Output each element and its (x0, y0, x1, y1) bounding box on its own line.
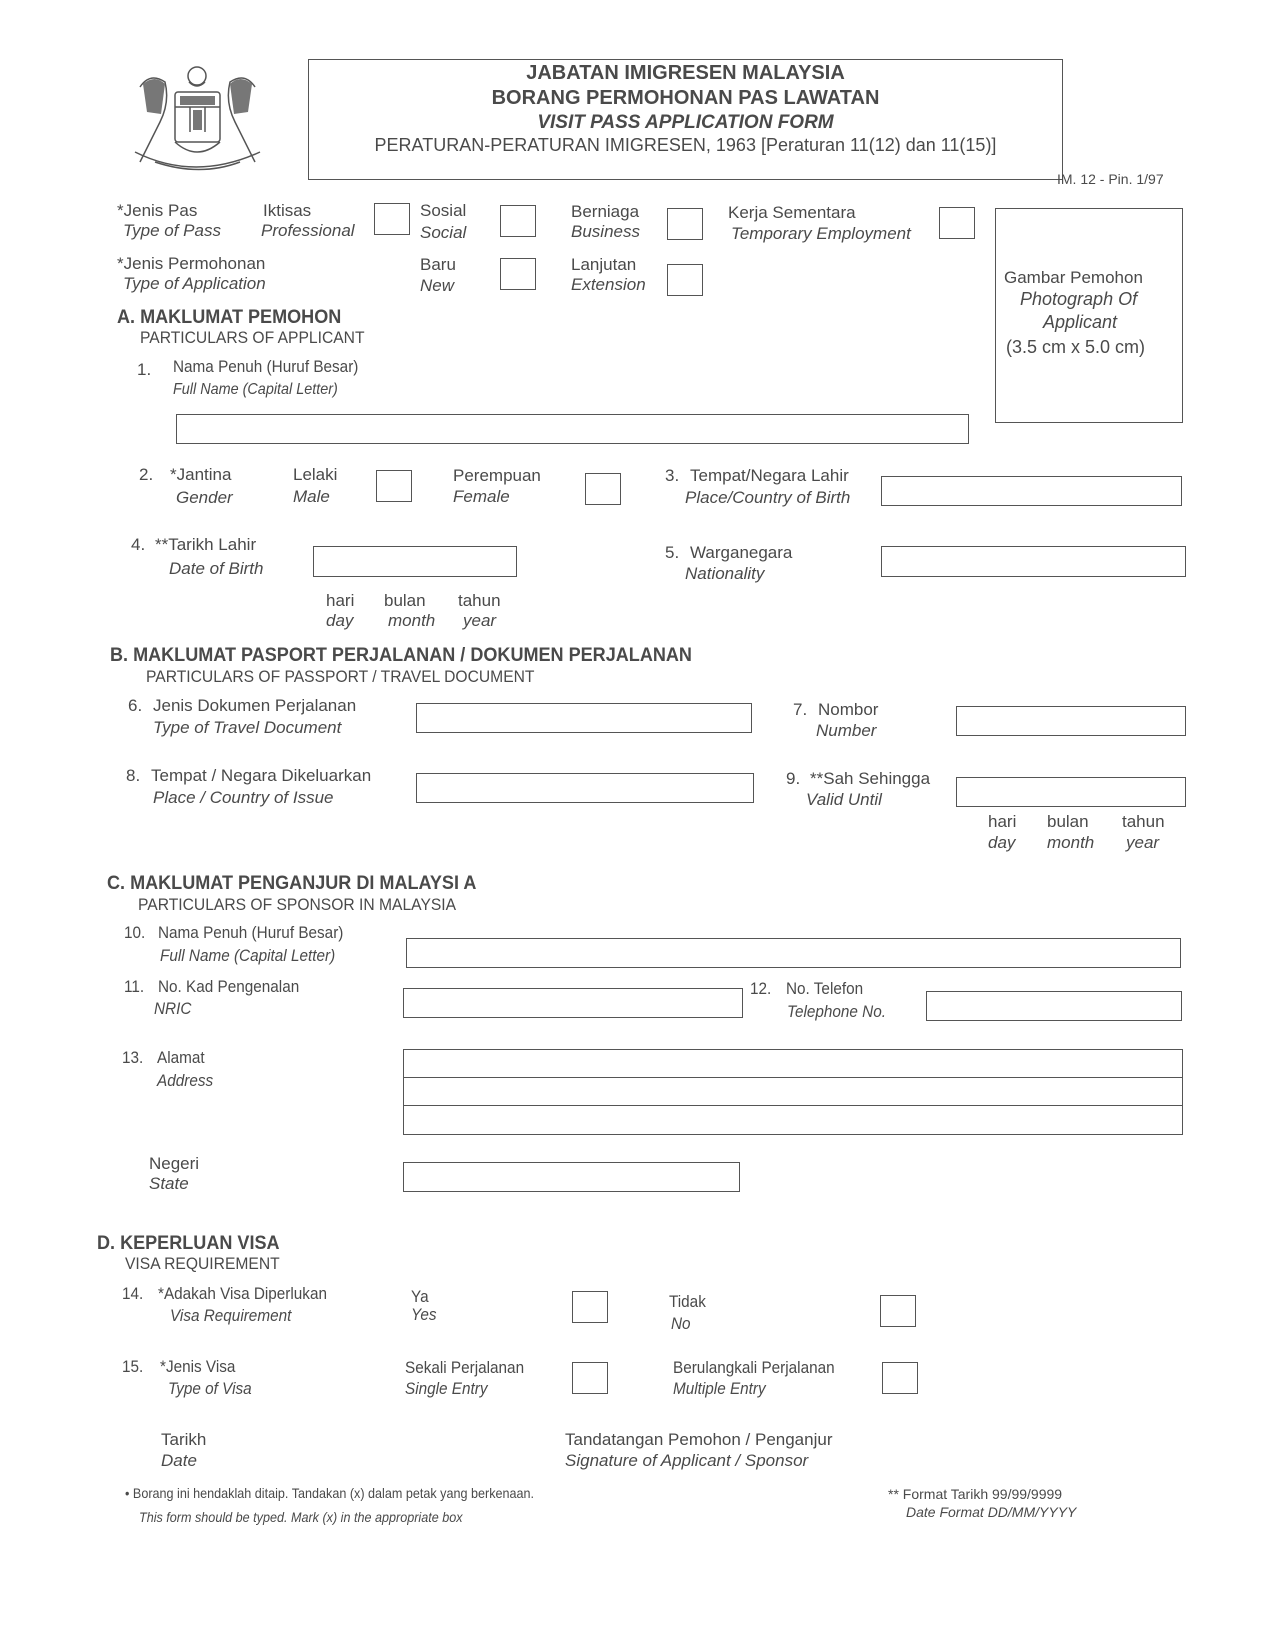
dob-year-label-ms: tahun (458, 591, 501, 610)
footer-note-ms: • Borang ini hendaklah ditaip. Tandakan (x) dalam petak yang berkenaan. (125, 1485, 535, 1501)
q5-label-ms: Warganegara (690, 543, 793, 562)
valid-month-label-ms: bulan (1047, 812, 1089, 831)
q3-label-ms: Tempat/Negara Lahir (690, 466, 849, 485)
gender-female-label-ms: Perempuan (453, 466, 541, 485)
q2-label-ms: *Jantina (170, 465, 232, 484)
type-of-pass-label-ms: *Jenis Pas (117, 201, 198, 220)
section-a-subtitle: PARTICULARS OF APPLICANT (140, 328, 365, 347)
valid-month-label-en: month (1047, 833, 1095, 852)
q5-label-en: Nationality (685, 564, 765, 583)
sponsor-address-line-1-input[interactable] (403, 1049, 1183, 1079)
sponsor-address-line-2-input[interactable] (403, 1077, 1183, 1107)
pass-social-checkbox[interactable] (500, 205, 536, 237)
q2-number: 2. (139, 465, 154, 484)
sponsor-full-name-input[interactable] (406, 938, 1181, 968)
q8-label-en: Place / Country of Issue (153, 788, 334, 807)
q4-label-en: Date of Birth (169, 559, 264, 578)
q15-number: 15. (122, 1357, 144, 1376)
type-of-application-label-ms: *Jenis Permohonan (117, 254, 266, 273)
q14-label-ms: *Adakah Visa Diperlukan (158, 1284, 327, 1303)
q3-number: 3. (665, 466, 680, 485)
pass-temporary-employment-label-en: Temporary Employment (731, 224, 911, 243)
q3-label-en: Place/Country of Birth (685, 488, 851, 507)
q15-label-en: Type of Visa (168, 1379, 252, 1398)
q9-number: 9. (786, 769, 801, 788)
sponsor-telephone-input[interactable] (926, 991, 1182, 1021)
section-a-title: A. MAKLUMAT PEMOHON (117, 307, 342, 328)
valid-year-label-en: year (1126, 833, 1160, 852)
photo-label-en-2: Applicant (1043, 312, 1118, 332)
q11-label-ms: No. Kad Pengenalan (158, 977, 300, 996)
q9-label-en: Valid Until (806, 790, 882, 809)
visa-multiple-entry-checkbox[interactable] (882, 1362, 918, 1394)
app-extension-label-en: Extension (571, 275, 646, 294)
date-label-ms: Tarikh (161, 1430, 207, 1449)
app-new-label-en: New (420, 276, 455, 295)
gender-male-label-ms: Lelaki (293, 465, 338, 484)
q1-label-ms: Nama Penuh (Huruf Besar) (173, 357, 359, 376)
q11-number: 11. (124, 977, 145, 996)
pass-temporary-employment-checkbox[interactable] (939, 207, 975, 239)
q10-label-ms: Nama Penuh (Huruf Besar) (158, 923, 344, 942)
dob-day-label-en: day (326, 611, 354, 630)
gender-male-checkbox[interactable] (376, 470, 412, 502)
q7-label-en: Number (816, 721, 877, 740)
issue-place-input[interactable] (416, 773, 754, 803)
section-d-title: D. KEPERLUAN VISA (97, 1233, 280, 1254)
applicant-photo-box[interactable] (995, 208, 1183, 423)
q8-label-ms: Tempat / Negara Dikeluarkan (151, 766, 372, 785)
q6-label-en: Type of Travel Document (153, 718, 342, 737)
app-extension-checkbox[interactable] (667, 264, 703, 296)
section-c-title: C. MAKLUMAT PENGANJUR DI MALAYSI A (107, 873, 477, 894)
visa-yes-checkbox[interactable] (572, 1291, 608, 1323)
photo-label-en-1: Photograph Of (1020, 289, 1138, 309)
visa-yes-label-en: Yes (411, 1305, 437, 1324)
regulation-text: PERATURAN-PERATURAN IMIGRESEN, 1963 [Peraturan 11(12) dan 11(15)] (374, 135, 997, 155)
applicant-full-name-input[interactable] (176, 414, 969, 444)
q9-label-ms: **Sah Sehingga (810, 769, 931, 788)
footer-note-en: This form should be typed. Mark (x) in the appropriate box (139, 1509, 463, 1525)
section-b-subtitle: PARTICULARS OF PASSPORT / TRAVEL DOCUMENT (146, 667, 535, 686)
gender-female-label-en: Female (453, 487, 510, 506)
visa-single-entry-label-ms: Sekali Perjalanan (405, 1358, 525, 1377)
pass-professional-checkbox[interactable] (374, 203, 410, 235)
gender-male-label-en: Male (293, 487, 330, 506)
q1-number: 1. (137, 360, 152, 379)
sponsor-address-line-3-input[interactable] (403, 1105, 1183, 1135)
type-of-application-label-en: Type of Application (123, 274, 266, 293)
section-c-subtitle: PARTICULARS OF SPONSOR IN MALAYSIA (138, 895, 457, 914)
agency-name: JABATAN IMIGRESEN MALAYSIA (526, 62, 845, 84)
q6-number: 6. (128, 696, 143, 715)
valid-day-label-ms: hari (988, 812, 1017, 831)
q14-label-en: Visa Requirement (170, 1306, 292, 1325)
sponsor-state-input[interactable] (403, 1162, 740, 1192)
app-new-label-ms: Baru (420, 255, 456, 274)
valid-until-input[interactable] (956, 777, 1186, 807)
dob-month-label-en: month (388, 611, 436, 630)
q1-label-en: Full Name (Capital Letter) (173, 381, 338, 398)
state-label-ms: Negeri (149, 1154, 200, 1173)
pass-professional-label-ms: Iktisas (263, 201, 312, 220)
q11-label-en: NRIC (154, 999, 192, 1018)
visa-multiple-entry-label-ms: Berulangkali Perjalanan (673, 1358, 835, 1377)
dob-day-label-ms: hari (326, 591, 355, 610)
q12-label-en: Telephone No. (787, 1002, 886, 1021)
q10-label-en: Full Name (Capital Letter) (160, 946, 336, 965)
section-b-title: B. MAKLUMAT PASPORT PERJALANAN / DOKUMEN PERJALANAN (110, 645, 692, 666)
q2-label-en: Gender (176, 488, 233, 507)
visa-no-label-ms: Tidak (669, 1292, 706, 1311)
nationality-input[interactable] (881, 546, 1186, 577)
birth-place-input[interactable] (881, 476, 1182, 506)
visa-no-label-en: No (671, 1314, 691, 1333)
form-header-box (308, 59, 1063, 180)
q15-label-ms: *Jenis Visa (160, 1357, 236, 1376)
pass-social-label-en: Social (420, 223, 467, 242)
q4-label-ms: **Tarikh Lahir (155, 535, 257, 554)
pass-business-label-ms: Berniaga (571, 202, 640, 221)
valid-year-label-ms: tahun (1122, 812, 1165, 831)
valid-day-label-en: day (988, 833, 1016, 852)
pass-temporary-employment-label-ms: Kerja Sementara (728, 203, 856, 222)
app-extension-label-ms: Lanjutan (571, 255, 637, 274)
signature-label-ms: Tandatangan Pemohon / Penganjur (565, 1430, 833, 1449)
malaysia-coat-of-arms-icon (125, 62, 270, 174)
dob-year-label-en: year (463, 611, 497, 630)
q7-number: 7. (793, 700, 808, 719)
photo-label-ms: Gambar Pemohon (1004, 268, 1143, 287)
q12-label-ms: No. Telefon (786, 979, 864, 998)
q4-number: 4. (131, 535, 146, 554)
q14-number: 14. (122, 1284, 144, 1303)
gender-female-checkbox[interactable] (585, 473, 621, 505)
form-title-en: VISIT PASS APPLICATION FORM (537, 112, 834, 133)
visa-yes-label-ms: Ya (411, 1287, 429, 1306)
q10-number: 10. (124, 923, 146, 942)
q13-label-ms: Alamat (157, 1048, 205, 1067)
date-of-birth-input[interactable] (313, 546, 517, 577)
q5-number: 5. (665, 543, 680, 562)
sponsor-nric-input[interactable] (403, 988, 743, 1018)
date-label-en: Date (161, 1451, 197, 1470)
q6-label-ms: Jenis Dokumen Perjalanan (153, 696, 357, 715)
photo-size: (3.5 cm x 5.0 cm) (1006, 337, 1146, 357)
date-format-ms: ** Format Tarikh 99/99/9999 (888, 1486, 1063, 1502)
pass-social-label-ms: Sosial (420, 201, 467, 220)
form-title-ms: BORANG PERMOHONAN PAS LAWATAN (491, 87, 880, 109)
signature-label-en: Signature of Applicant / Sponsor (565, 1451, 809, 1470)
type-of-pass-label-en: Type of Pass (123, 221, 221, 240)
document-number-input[interactable] (956, 706, 1186, 736)
visa-multiple-entry-label-en: Multiple Entry (673, 1379, 766, 1398)
pass-business-checkbox[interactable] (667, 208, 703, 240)
date-format-en: Date Format DD/MM/YYYY (906, 1504, 1077, 1520)
form-code: IM. 12 - Pin. 1/97 (1057, 171, 1164, 187)
visa-single-entry-checkbox[interactable] (572, 1362, 608, 1394)
visa-no-checkbox[interactable] (880, 1295, 916, 1327)
q13-number: 13. (122, 1048, 144, 1067)
q7-label-ms: Nombor (818, 700, 879, 719)
app-new-checkbox[interactable] (500, 258, 536, 290)
pass-professional-label-en: Professional (261, 221, 355, 240)
q13-label-en: Address (157, 1071, 214, 1090)
pass-business-label-en: Business (571, 222, 640, 241)
travel-document-type-input[interactable] (416, 703, 752, 733)
visa-single-entry-label-en: Single Entry (405, 1379, 488, 1398)
q12-number: 12. (750, 979, 772, 998)
state-label-en: State (149, 1174, 189, 1193)
section-d-subtitle: VISA REQUIREMENT (125, 1254, 280, 1273)
dob-month-label-ms: bulan (384, 591, 426, 610)
q8-number: 8. (126, 766, 141, 785)
